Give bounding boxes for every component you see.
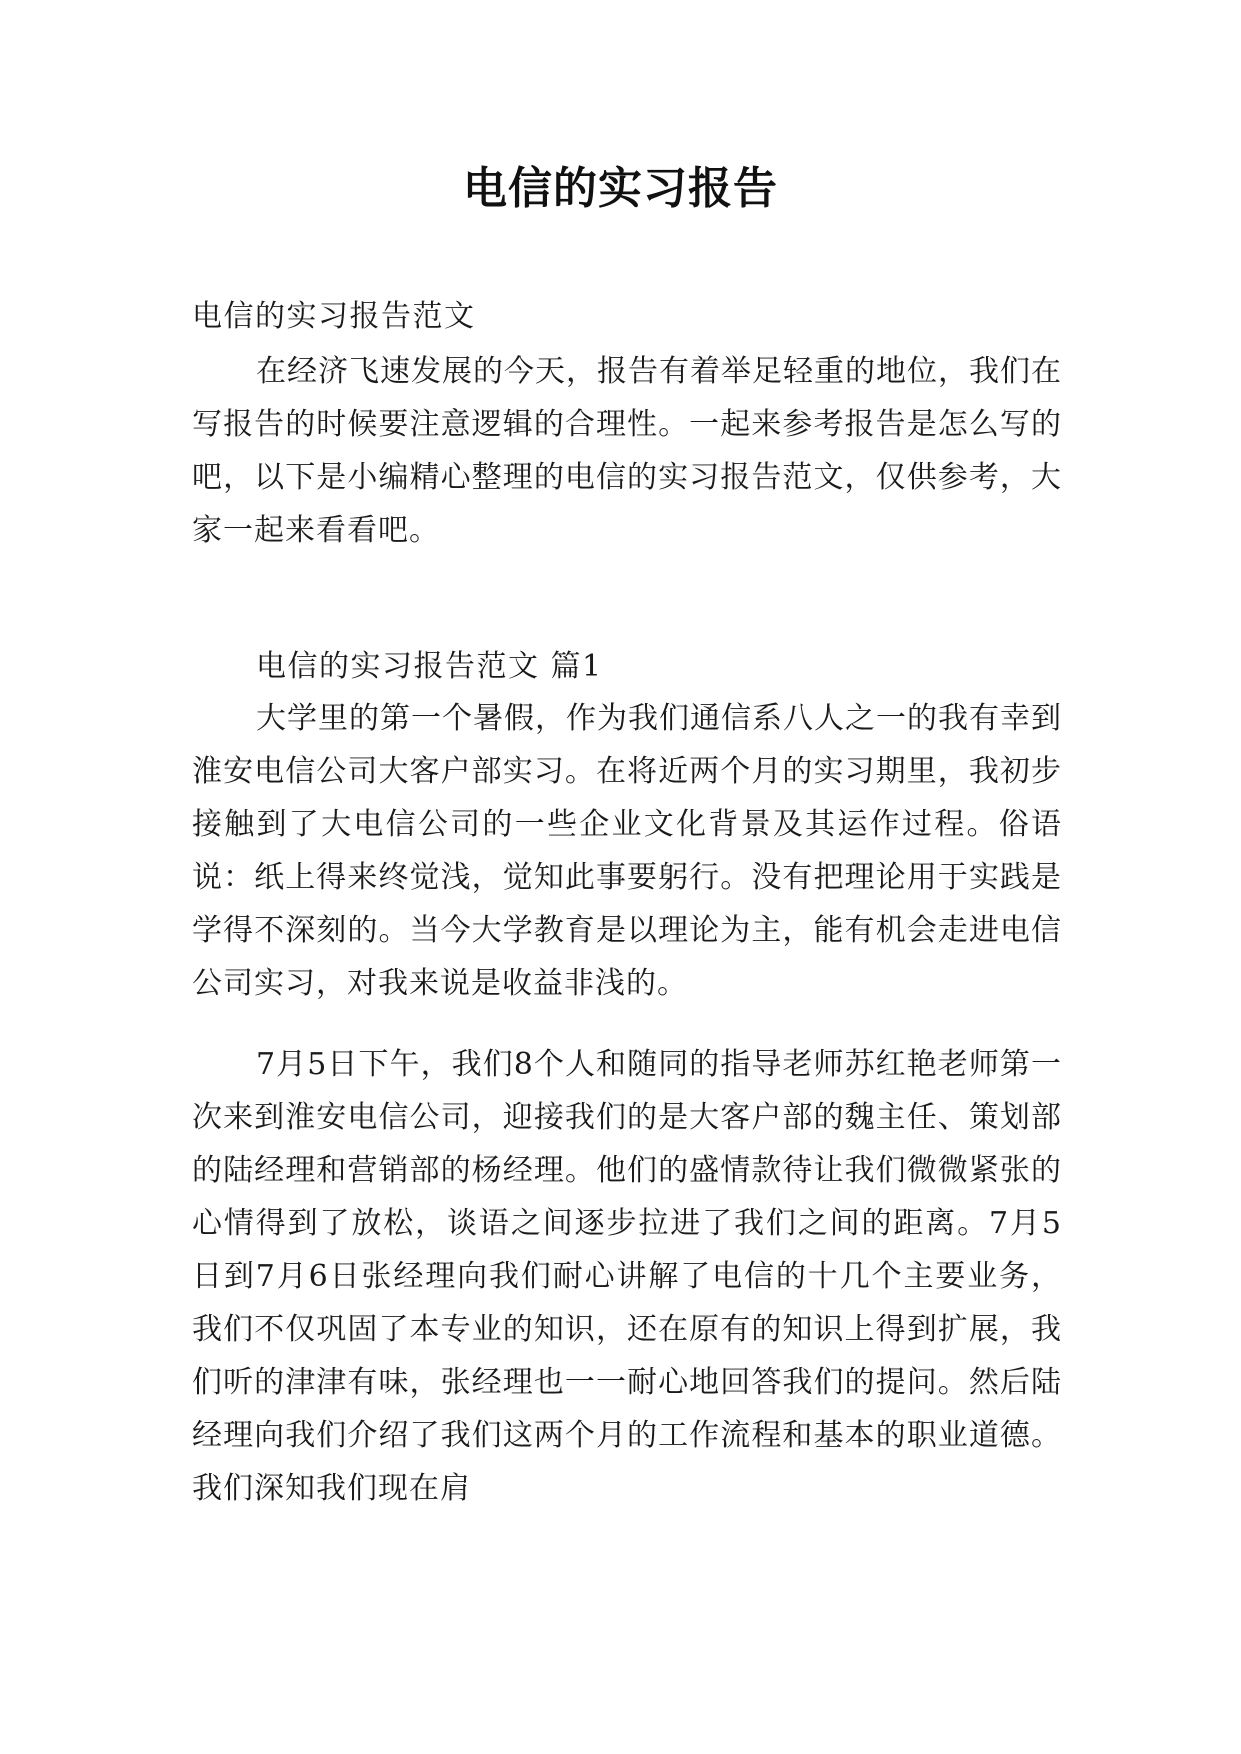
body-paragraph-2: 7月5日下午，我们8个人和随同的指导老师苏红艳老师第一次来到淮安电信公司，迎接我们的是大客户部的魏主任、策划部的陆经理和营销部的杨经理。他们的盛情款待让我们微微紧张的心情得到了放松，谈语之间逐步拉进了我们之间的距离。7月5日到7月6日张经理向我们耐心讲解了电信的十几个主要业务，我们不仅巩固了本专业的知识，还在原有的知识上得到扩展，我们听的津津有味，张经理也一一耐心地回答我们的提问。然后陆经理向我们介绍了我们这两个月的工作流程和基本的职业道德。我们深知我们现在肩: [192, 1047, 1062, 1506]
section-heading: 电信的实习报告范文 篇1: [256, 649, 603, 684]
intro-paragraph: 在经济飞速发展的今天，报告有着举足轻重的地位，我们在写报告的时候要注意逻辑的合理性。一起来参考报告是怎么写的吧，以下是小编精心整理的电信的实习报告范文，仅供参考，大家一起来看看吧。: [192, 354, 1062, 548]
body-paragraph-1: 大学里的第一个暑假，作为我们通信系八人之一的我有幸到淮安电信公司大客户部实习。在将近两个月的实习期里，我初步接触到了大电信公司的一些企业文化背景及其运作过程。俗语说：纸上得来终觉浅，觉知此事要躬行。没有把理论用于实践是学得不深刻的。当今大学教育是以理论为主，能有机会走进电信公司实习，对我来说是收益非浅的。: [192, 701, 1062, 1001]
document-title: 电信的实习报告: [463, 163, 778, 214]
document-subheading: 电信的实习报告范文: [192, 299, 476, 334]
